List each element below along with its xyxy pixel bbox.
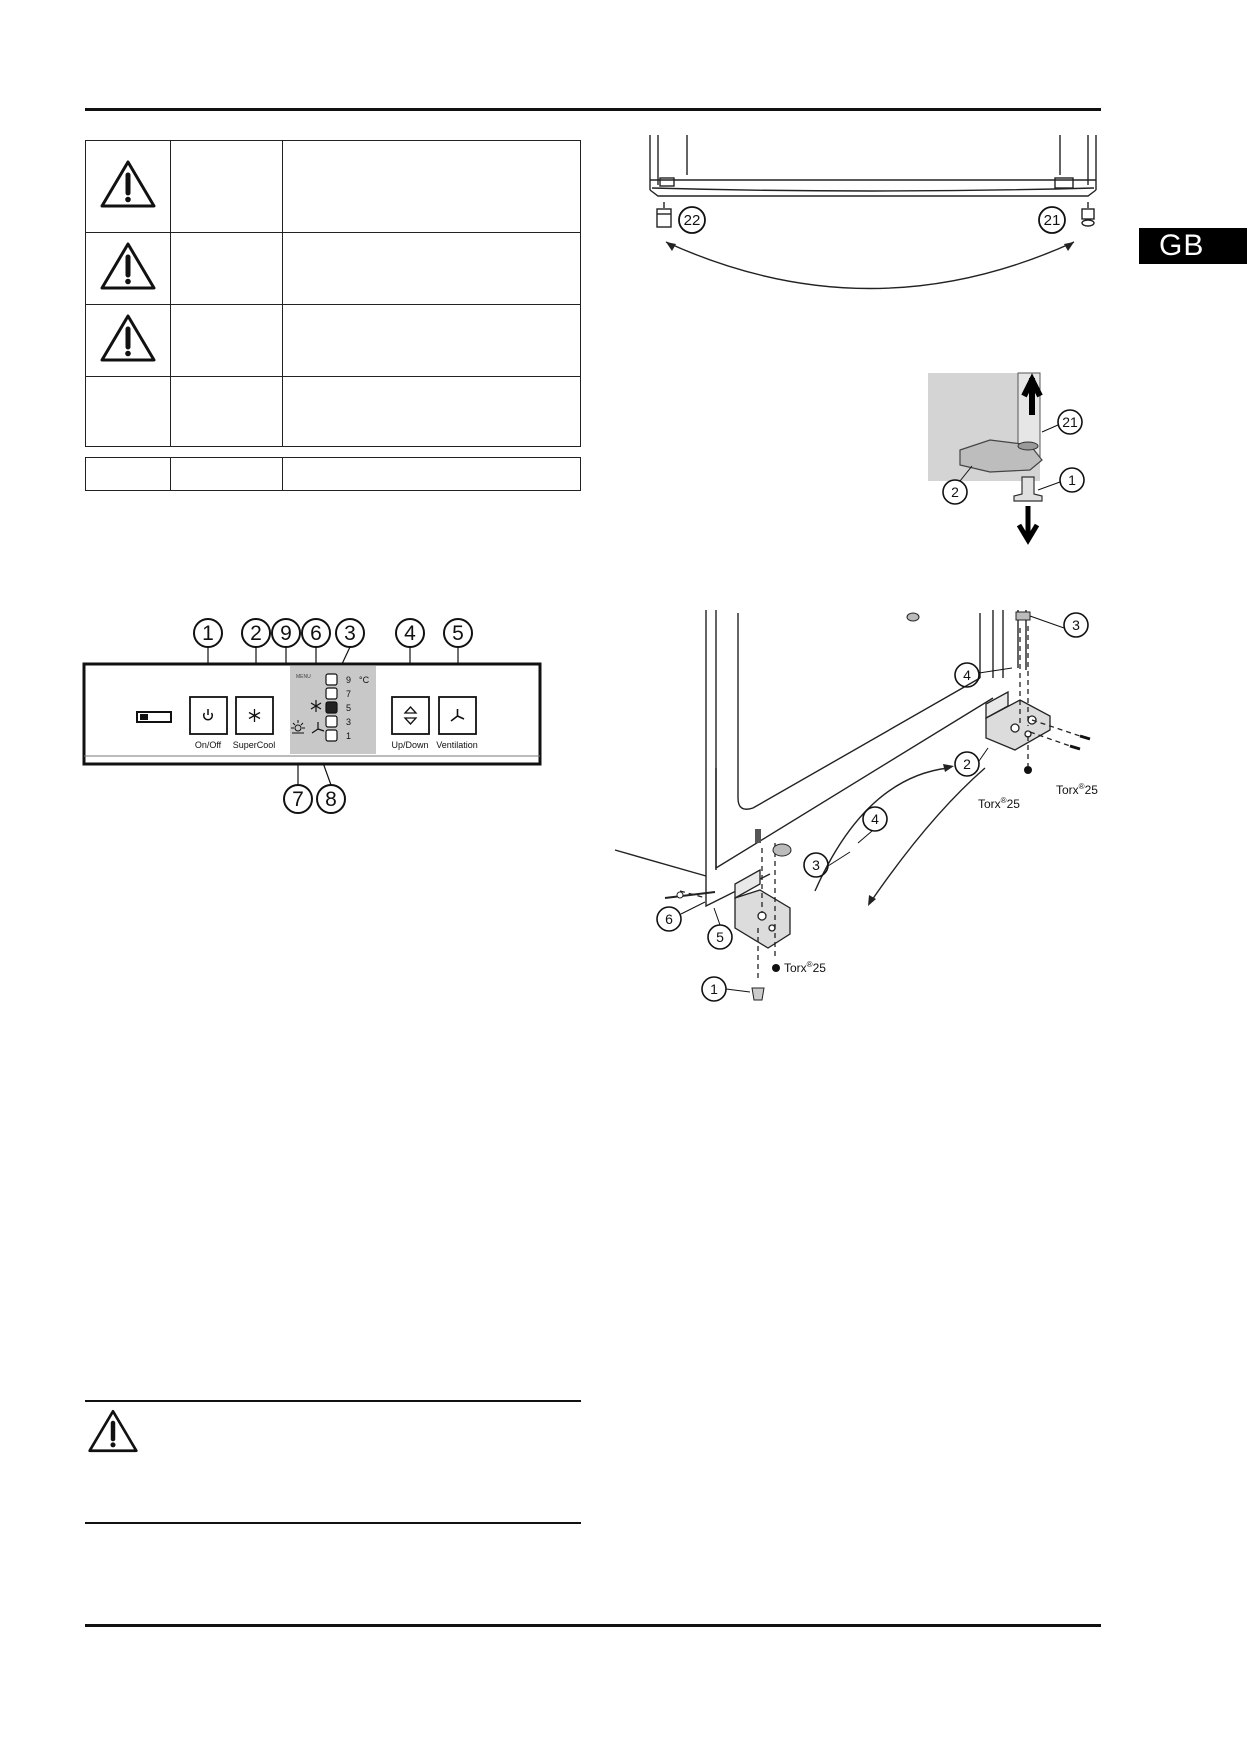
- foot-removal-figure: [920, 370, 1100, 545]
- table-row: [86, 233, 581, 305]
- supercool-label: SuperCool: [232, 740, 276, 750]
- table-cell: [86, 305, 171, 377]
- callout-label: 1: [202, 622, 214, 645]
- key-table: [85, 457, 581, 491]
- callout-label: 4: [871, 811, 879, 827]
- adjustable-foot-left: [657, 202, 671, 227]
- callout-label: 5: [452, 622, 464, 645]
- table-cell: [171, 141, 283, 233]
- table-cell: [283, 233, 581, 305]
- svg-text:Torx®25: [784, 960, 826, 975]
- warning-rule-top: [85, 1400, 581, 1402]
- temperature-value: 3: [346, 717, 352, 727]
- temperature-value: 7: [346, 689, 352, 699]
- lower-hinge: [735, 870, 790, 948]
- warning-triangle-icon: [99, 313, 157, 363]
- callout-label: 6: [310, 622, 322, 645]
- torx-size: 25: [1084, 783, 1098, 797]
- language-tab: GB: [1139, 228, 1247, 264]
- up-down-label: Up/Down: [391, 740, 429, 750]
- callout-label: 2: [951, 484, 959, 500]
- registered-mark: ®: [806, 960, 813, 969]
- adjustable-foot-right: [1082, 202, 1094, 226]
- callout-label: 21: [1062, 414, 1078, 430]
- table-cell: [86, 141, 171, 233]
- menu-label: MENU: [296, 674, 311, 680]
- upper-hinge: [986, 692, 1050, 750]
- ventilation-label: Ventilation: [436, 740, 478, 750]
- callout-label: 3: [812, 857, 820, 873]
- torx-label: Torx: [978, 797, 1001, 811]
- callout-label: 8: [325, 788, 337, 811]
- ventilation-button[interactable]: [439, 697, 476, 734]
- registered-mark: ®: [1078, 782, 1085, 791]
- table-cell: [283, 305, 581, 377]
- torx-label: Torx: [1056, 783, 1079, 797]
- table-cell: [86, 233, 171, 305]
- callout-label: 7: [292, 788, 304, 811]
- table-row: [86, 305, 581, 377]
- callout-label: 6: [665, 911, 673, 927]
- torx-size: 25: [1006, 797, 1020, 811]
- callout-label: 22: [683, 212, 701, 229]
- temperature-led: [326, 688, 337, 699]
- callout-label: 9: [280, 622, 292, 645]
- callout-label: 21: [1043, 212, 1061, 229]
- torx-size: 25: [812, 961, 826, 975]
- on-off-button[interactable]: [190, 697, 227, 734]
- table-cell: [171, 458, 283, 491]
- callout-label: 2: [963, 756, 971, 772]
- registered-mark: ®: [1000, 796, 1007, 805]
- warning-block: [85, 1400, 581, 1524]
- up-down-button[interactable]: [392, 697, 429, 734]
- table-cell: [171, 233, 283, 305]
- table-cell: [283, 377, 581, 447]
- callout-label: 4: [963, 667, 971, 683]
- feet-swap-figure: [640, 130, 1100, 305]
- callout-label: 3: [344, 622, 356, 645]
- table-cell: [283, 141, 581, 233]
- table-cell: [171, 377, 283, 447]
- torx-label: Torx: [784, 961, 807, 975]
- swap-arrow: [666, 242, 1074, 289]
- temperature-led: [326, 730, 337, 741]
- temperature-unit: °C: [359, 675, 370, 685]
- table-cell: [171, 305, 283, 377]
- temperature-value: 1: [346, 731, 352, 741]
- hinge-relocation-figure: [610, 608, 1100, 1008]
- warning-triangle-icon: [99, 241, 157, 291]
- table-cell: [86, 377, 171, 447]
- table-row: [86, 458, 581, 491]
- table-cell: [86, 458, 171, 491]
- table-cell: [283, 458, 581, 491]
- warning-rule-bottom: [85, 1522, 581, 1524]
- table-row: [86, 141, 581, 233]
- temperature-led: [326, 674, 337, 685]
- warning-symbols-table: [85, 140, 581, 447]
- callout-label: 3: [1072, 617, 1080, 633]
- temperature-value: 5: [346, 703, 352, 713]
- supercool-button[interactable]: [236, 697, 273, 734]
- move-arrow: [872, 768, 985, 900]
- top-rule: [85, 108, 1101, 111]
- warning-triangle-icon: [99, 159, 157, 209]
- table-row: [86, 377, 581, 447]
- svg-text:Torx®25: [978, 796, 1020, 811]
- control-panel-figure: [80, 612, 550, 822]
- warning-triangle-icon: [87, 1408, 139, 1454]
- on-off-label: On/Off: [194, 740, 222, 750]
- temperature-led: [326, 716, 337, 727]
- temperature-led-active: [326, 702, 337, 713]
- callout-label: 4: [404, 622, 416, 645]
- callout-label: 1: [710, 981, 718, 997]
- bottom-rule: [85, 1624, 1101, 1627]
- callout-label: 2: [250, 622, 262, 645]
- callout-label: 1: [1068, 472, 1076, 488]
- svg-text:Torx®25: [1056, 782, 1098, 797]
- temperature-value: 9: [346, 675, 352, 685]
- callout-label: 5: [716, 929, 724, 945]
